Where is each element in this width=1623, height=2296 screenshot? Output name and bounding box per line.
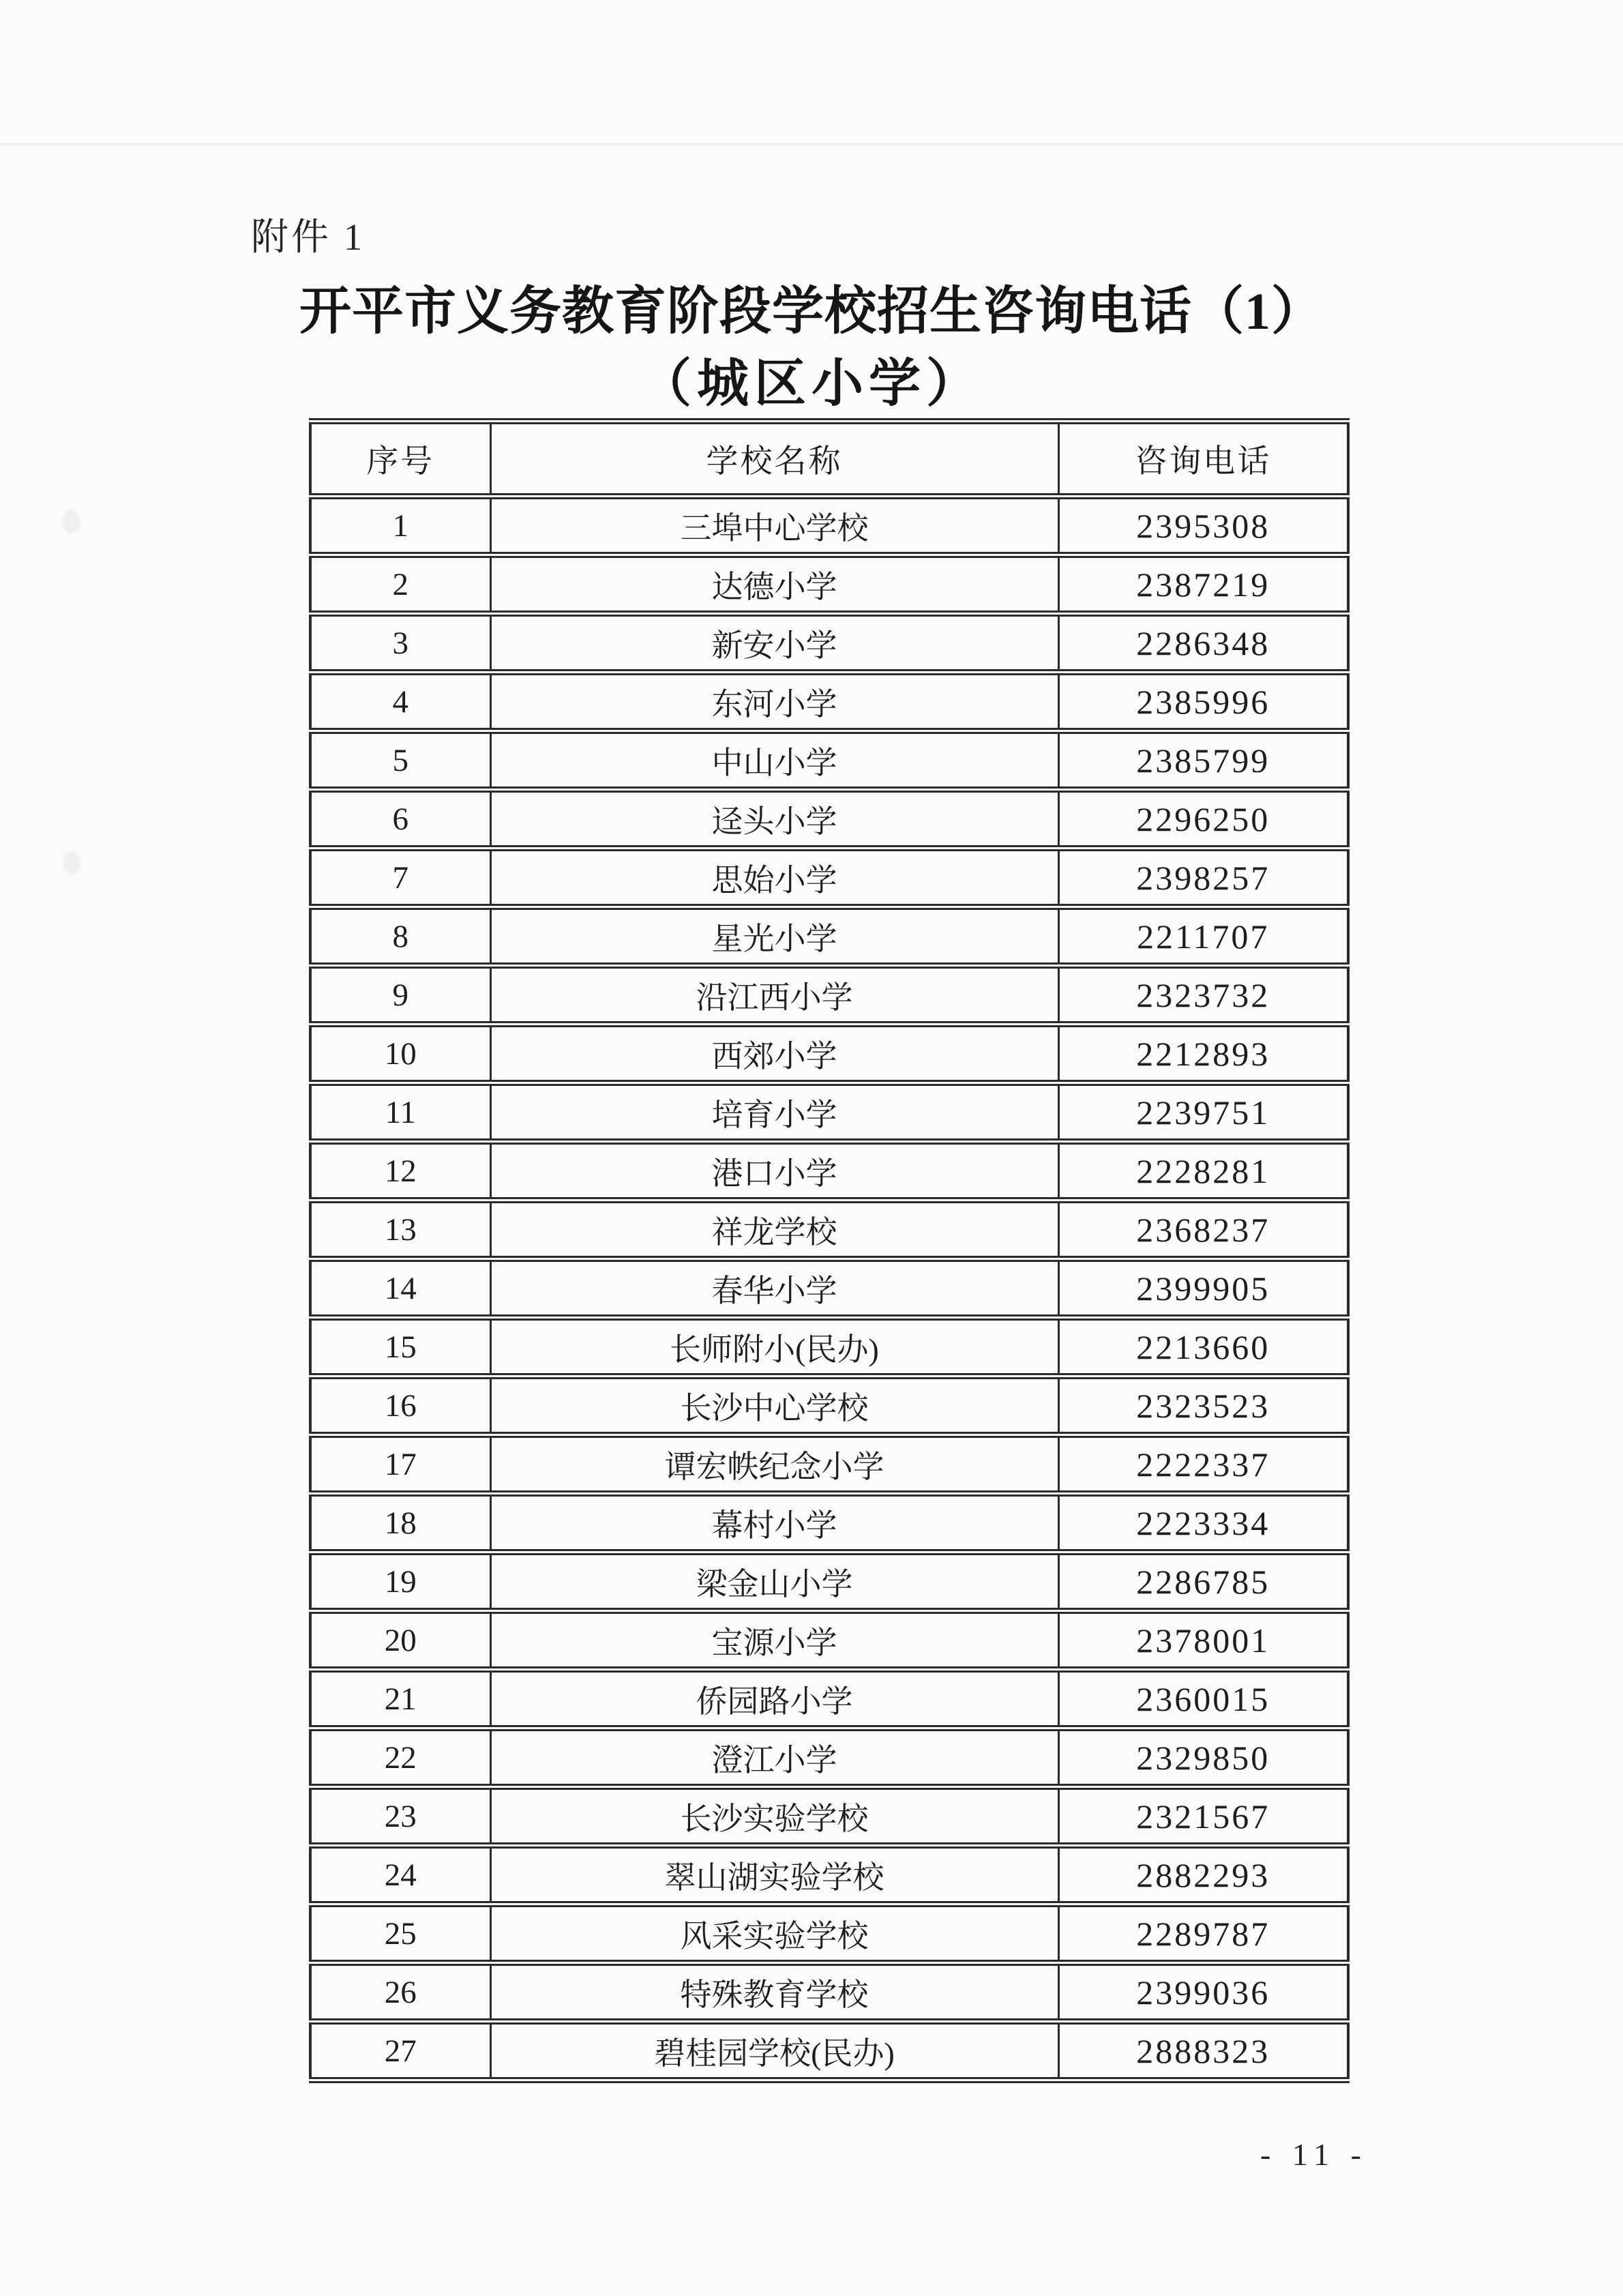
table-row [310, 1201, 1348, 1259]
row-school: 东河小学 [490, 673, 1058, 731]
table-row [310, 1318, 1348, 1377]
document-title: 开平市义务教育阶段学校招生咨询电话（1） [299, 283, 1324, 340]
row-no: 23 [384, 1798, 417, 1834]
row-school: 星光小学 [490, 907, 1058, 966]
table-row [310, 2022, 1348, 2080]
row-no: 17 [384, 1446, 417, 1482]
row-no: 4 [392, 683, 408, 720]
row-school: 春华小学 [490, 1259, 1058, 1318]
table-row [310, 1787, 1348, 1846]
table-row [310, 731, 1348, 790]
row-phone: 2378001 [1058, 1611, 1348, 1670]
row-no: 9 [392, 977, 408, 1013]
row-no: 6 [392, 801, 408, 837]
table-row [310, 1963, 1348, 2022]
row-school: 梁金山小学 [490, 1552, 1058, 1611]
row-phone: 2286348 [1058, 614, 1348, 673]
row-school: 长师附小(民办) [490, 1318, 1058, 1377]
row-no: 20 [384, 1622, 417, 1658]
row-school: 祥龙学校 [490, 1201, 1058, 1259]
table-row [310, 1377, 1348, 1435]
row-phone: 2289787 [1058, 1904, 1348, 1963]
row-school: 三埠中心学校 [490, 497, 1058, 555]
scan-smudge [63, 851, 80, 874]
row-no: 5 [392, 742, 408, 778]
row-phone: 2239751 [1058, 1083, 1348, 1142]
table-row [310, 1494, 1348, 1552]
table-row [310, 1435, 1348, 1494]
row-phone: 2296250 [1058, 790, 1348, 849]
school-phone-table [309, 418, 1350, 2083]
row-phone: 2360015 [1058, 1670, 1348, 1728]
row-phone: 2385799 [1058, 731, 1348, 790]
row-phone: 2321567 [1058, 1787, 1348, 1846]
row-school: 新安小学 [490, 614, 1058, 673]
row-phone: 2286785 [1058, 1552, 1348, 1611]
table-row [310, 1611, 1348, 1670]
table-row [310, 1025, 1348, 1083]
row-school: 中山小学 [490, 731, 1058, 790]
row-no: 2 [392, 566, 408, 602]
attachment-label: 附件 1 [251, 216, 366, 258]
row-no: 21 [384, 1681, 417, 1717]
table-row [310, 1904, 1348, 1963]
table-row [310, 966, 1348, 1025]
row-phone: 2888323 [1058, 2022, 1348, 2080]
row-school: 幕村小学 [490, 1494, 1058, 1552]
row-phone: 2228281 [1058, 1142, 1348, 1201]
row-school: 长沙中心学校 [490, 1377, 1058, 1435]
row-no: 10 [384, 1035, 417, 1072]
table-row [310, 555, 1348, 614]
table-row [310, 1728, 1348, 1787]
table-row [310, 497, 1348, 555]
row-phone: 2399905 [1058, 1259, 1348, 1318]
row-phone: 2387219 [1058, 555, 1348, 614]
table-header-row [310, 422, 1348, 497]
row-school: 港口小学 [490, 1142, 1058, 1201]
row-phone: 2212893 [1058, 1025, 1348, 1083]
row-school: 澄江小学 [490, 1728, 1058, 1787]
document-subtitle: （城区小学） [640, 355, 983, 413]
row-school: 长沙实验学校 [490, 1787, 1058, 1846]
row-phone: 2882293 [1058, 1846, 1348, 1904]
row-school: 西郊小学 [490, 1025, 1058, 1083]
row-phone: 2395308 [1058, 497, 1348, 555]
table-row [310, 1259, 1348, 1318]
row-school: 迳头小学 [490, 790, 1058, 849]
page-number: - 11 - [1260, 2137, 1368, 2172]
row-no: 16 [384, 1387, 417, 1424]
row-no: 27 [384, 2033, 417, 2069]
row-no: 8 [392, 918, 408, 954]
row-school: 谭宏帙纪念小学 [490, 1435, 1058, 1494]
row-school: 碧桂园学校(民办) [490, 2022, 1058, 2080]
row-phone: 2399036 [1058, 1963, 1348, 2022]
table-row [310, 1670, 1348, 1728]
header-school: 学校名称 [490, 422, 1058, 497]
row-school: 宝源小学 [490, 1611, 1058, 1670]
row-phone: 2385996 [1058, 673, 1348, 731]
row-no: 24 [384, 1857, 417, 1893]
table-row [310, 907, 1348, 966]
table-row [310, 614, 1348, 673]
row-school: 风采实验学校 [490, 1904, 1058, 1963]
table-row [310, 1846, 1348, 1904]
row-phone: 2211707 [1058, 907, 1348, 966]
row-phone: 2368237 [1058, 1201, 1348, 1259]
row-school: 特殊教育学校 [490, 1963, 1058, 2022]
header-no: 序号 [366, 444, 435, 480]
row-school: 沿江西小学 [490, 966, 1058, 1025]
row-school: 思始小学 [490, 849, 1058, 907]
row-phone: 2329850 [1058, 1728, 1348, 1787]
row-no: 19 [384, 1563, 417, 1600]
table-row [310, 1142, 1348, 1201]
row-no: 12 [384, 1153, 417, 1189]
row-no: 26 [384, 1974, 417, 2010]
table-row [310, 1083, 1348, 1142]
table-row [310, 790, 1348, 849]
row-no: 1 [392, 507, 408, 544]
row-no: 13 [384, 1211, 417, 1248]
row-phone: 2223334 [1058, 1494, 1348, 1552]
row-school: 达德小学 [490, 555, 1058, 614]
row-no: 15 [384, 1329, 417, 1365]
row-no: 25 [384, 1915, 417, 1952]
row-no: 14 [384, 1270, 417, 1306]
row-phone: 2222337 [1058, 1435, 1348, 1494]
header-phone: 咨询电话 [1058, 422, 1348, 497]
scan-smudge [63, 510, 80, 533]
row-school: 培育小学 [490, 1083, 1058, 1142]
row-school: 侨园路小学 [490, 1670, 1058, 1728]
table-row [310, 1552, 1348, 1611]
row-phone: 2323732 [1058, 966, 1348, 1025]
school-table-body [310, 497, 1348, 2080]
row-phone: 2398257 [1058, 849, 1348, 907]
scan-artifact-line [0, 143, 1623, 145]
row-no: 18 [384, 1505, 417, 1541]
row-no: 7 [392, 859, 408, 896]
row-no: 22 [384, 1739, 417, 1776]
table-row [310, 673, 1348, 731]
row-phone: 2213660 [1058, 1318, 1348, 1377]
row-school: 翠山湖实验学校 [490, 1846, 1058, 1904]
table-row [310, 849, 1348, 907]
row-no: 11 [385, 1094, 416, 1130]
row-no: 3 [392, 625, 408, 661]
row-phone: 2323523 [1058, 1377, 1348, 1435]
